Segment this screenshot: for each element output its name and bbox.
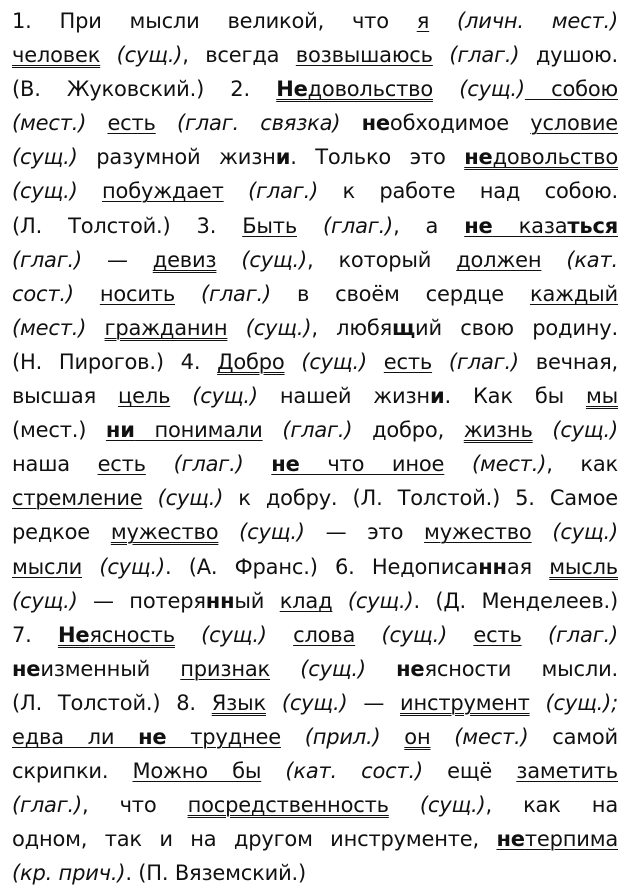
text-segment: [170, 384, 192, 408]
text-segment: мысли: [12, 554, 83, 579]
text-segment: (сущ.): [459, 77, 525, 102]
text-segment: (сущ.): [419, 793, 486, 818]
text-segment: клад: [279, 588, 333, 613]
text-segment: и: [275, 145, 291, 170]
text-segment: [332, 589, 347, 613]
text-segment: (Л. Толстой.) 3.: [12, 213, 243, 238]
text-segment: [447, 623, 473, 647]
text-segment: (глаг. связка): [176, 111, 341, 136]
text-segment: [367, 350, 384, 374]
text-segment: (Л. Толстой.) 8.: [12, 690, 212, 715]
text-line: [12, 38, 618, 72]
text-segment: каждый: [529, 281, 618, 306]
text-line: [12, 618, 618, 652]
text-segment: мысль: [549, 554, 618, 579]
text-segment: —: [82, 247, 153, 272]
text-segment: (сущ.): [347, 588, 414, 613]
text-segment: [82, 555, 99, 579]
text-segment: признак: [180, 656, 271, 681]
text-segment: [100, 43, 116, 67]
text-segment: (сущ.): [245, 315, 312, 340]
text-segment: к работе над собою.: [318, 179, 618, 204]
text-segment: (сущ.): [381, 622, 448, 647]
text-segment: [146, 452, 174, 476]
text-segment: . Как бы: [444, 384, 586, 409]
text-segment: . (А. Франс.) 6. Недописа: [164, 554, 479, 579]
text-segment: сост.): [12, 281, 74, 306]
text-line: [12, 243, 618, 277]
text-segment: есть: [97, 452, 146, 477]
text-segment: [224, 179, 248, 203]
text-segment: (сущ.);: [545, 690, 619, 715]
text-segment: должен: [456, 247, 542, 272]
text-segment: [261, 759, 285, 783]
text-segment: [218, 520, 239, 544]
text-segment: (кат.: [566, 247, 618, 272]
text-segment: [227, 316, 245, 340]
text-segment: посредственность: [187, 793, 389, 818]
document-text: [12, 4, 618, 890]
text-segment: ни: [105, 418, 135, 443]
text-segment: —: [347, 690, 400, 715]
text-segment: [433, 43, 449, 67]
text-segment: я: [416, 9, 430, 33]
text-segment: жизнь: [463, 418, 533, 443]
text-segment: , что: [82, 793, 188, 818]
text-segment: (сущ.): [12, 145, 78, 170]
text-line: [12, 140, 618, 174]
text-segment: [86, 316, 104, 340]
text-segment: [432, 350, 449, 374]
text-segment: (В. Жуковский.) 2.: [12, 77, 277, 102]
text-segment: (сущ.): [241, 247, 307, 272]
text-segment: (глаг.): [547, 622, 618, 647]
text-line: [12, 856, 618, 890]
text-segment: , как на: [485, 793, 618, 818]
text-segment: не: [271, 452, 300, 477]
text-segment: довольство: [307, 77, 434, 102]
text-segment: [444, 452, 472, 476]
text-line: [12, 379, 618, 413]
text-segment: (глаг.): [448, 349, 519, 374]
text-segment: (глаг.): [248, 179, 319, 204]
text-segment: девиз: [152, 247, 217, 272]
text-segment: [355, 623, 381, 647]
text-segment: душою.: [519, 43, 618, 68]
text-segment: [74, 282, 100, 306]
text-line: [12, 652, 618, 686]
text-segment: изменный: [40, 656, 181, 681]
text-segment: (сущ.): [157, 486, 224, 511]
text-segment: не: [138, 724, 167, 749]
text-segment: мужество: [424, 520, 532, 545]
text-segment: (кр. прич.): [12, 861, 126, 886]
text-segment: побуждает: [102, 179, 224, 204]
text-segment: ая: [506, 554, 550, 579]
text-segment: 1. При мысли великой, что: [12, 9, 417, 33]
text-segment: в своём сердце: [271, 281, 530, 306]
text-segment: ий свою родину.: [415, 315, 619, 340]
text-segment: [266, 691, 282, 715]
text-segment: (мест.): [12, 111, 87, 136]
text-segment: [216, 248, 241, 272]
text-segment: (Н. Пирогов.) 4.: [12, 349, 218, 374]
text-segment: не: [12, 656, 41, 681]
text-segment: гражданин: [104, 315, 228, 340]
text-segment: (глаг.): [173, 452, 244, 477]
text-line: [12, 515, 618, 549]
text-line: [12, 209, 618, 243]
text-segment: [530, 691, 546, 715]
text-segment: [533, 418, 553, 442]
text-segment: наша: [12, 452, 98, 477]
text-segment: (сущ.): [301, 349, 367, 374]
text-line: [12, 584, 618, 618]
text-segment: (сущ.): [192, 384, 258, 409]
text-line: [12, 311, 618, 345]
text-segment: едва ли: [12, 724, 139, 749]
text-segment: Можно бы: [132, 759, 262, 784]
text-segment: (сущ.): [281, 690, 348, 715]
text-segment: к добру. (Л. Толстой.) 5. Самое: [223, 486, 618, 511]
text-segment: (мест.): [12, 315, 87, 340]
text-line: [12, 277, 618, 311]
text-segment: и: [429, 384, 445, 409]
text-segment: что иное: [299, 452, 445, 477]
text-segment: , а: [393, 213, 465, 238]
text-segment: разумной жизн: [77, 145, 276, 170]
text-segment: ещё: [423, 759, 517, 784]
text-segment: , как: [546, 452, 618, 477]
text-segment: ясности мысли.: [424, 656, 618, 681]
text-segment: [285, 350, 302, 374]
text-segment: (сущ.): [201, 622, 267, 647]
text-segment: [532, 520, 553, 544]
text-segment: мужество: [110, 520, 219, 545]
text-segment: скрипки.: [12, 759, 133, 784]
text-segment: не: [464, 213, 493, 238]
text-segment: . (Д. Менделеев.): [413, 588, 618, 613]
text-line: [12, 72, 618, 106]
text-segment: (мест.): [12, 418, 106, 443]
text-segment: носить: [99, 281, 176, 306]
text-segment: (мест.): [454, 724, 529, 749]
text-segment: нн: [205, 588, 235, 613]
text-segment: одном, так и на другом инструменте,: [12, 827, 497, 852]
text-line: [12, 686, 618, 720]
text-segment: слова: [293, 622, 356, 647]
text-segment: Не: [276, 77, 308, 102]
text-segment: Добро: [217, 349, 285, 374]
text-segment: (глаг.): [323, 213, 394, 238]
text-segment: Быть: [242, 213, 297, 238]
text-segment: не: [396, 656, 425, 681]
text-segment: понимали: [134, 418, 263, 443]
text-segment: (кат. сост.): [285, 759, 423, 784]
text-segment: [381, 725, 405, 749]
text-segment: [297, 214, 323, 238]
text-segment: заметить: [516, 759, 618, 784]
text-segment: [340, 111, 361, 135]
text-line: [12, 106, 618, 140]
text-segment: — это: [304, 520, 425, 545]
text-segment: , который: [307, 247, 457, 272]
text-segment: [430, 725, 454, 749]
text-segment: добро,: [352, 418, 464, 443]
text-segment: (сущ.): [99, 554, 165, 579]
text-line: [12, 447, 618, 481]
text-segment: , любя: [311, 315, 393, 340]
text-segment: довольство: [492, 145, 618, 170]
text-segment: [244, 452, 272, 476]
text-segment: (сущ.): [12, 588, 78, 613]
text-segment: редкое: [12, 520, 111, 545]
text-segment: ться: [567, 213, 619, 238]
text-segment: условие: [530, 111, 619, 136]
text-segment: высшая: [12, 384, 119, 409]
text-segment: (глаг.): [12, 247, 83, 272]
text-segment: не: [464, 145, 493, 170]
text-segment: ый: [234, 588, 280, 613]
text-segment: [263, 418, 283, 442]
text-segment: человек: [12, 43, 101, 68]
text-segment: (сущ.): [552, 418, 618, 443]
text-segment: . Только это: [290, 145, 465, 170]
text-segment: щ: [392, 315, 416, 340]
text-segment: [389, 793, 420, 817]
text-segment: , всегда: [182, 43, 296, 68]
text-segment: [86, 111, 107, 135]
text-segment: [175, 623, 201, 647]
text-line: [12, 550, 618, 584]
text-segment: возвышаюсь: [295, 43, 433, 68]
text-segment: он: [404, 724, 431, 749]
text-segment: есть: [473, 622, 522, 647]
text-segment: стремление: [12, 486, 143, 511]
text-line: [12, 822, 618, 856]
text-segment: нашей жизн: [257, 384, 430, 409]
text-segment: (сущ.): [239, 520, 305, 545]
text-segment: [541, 248, 566, 272]
text-segment: (прил.): [304, 724, 381, 749]
text-segment: [522, 623, 548, 647]
text-segment: мы: [585, 384, 618, 409]
text-segment: (глаг.): [282, 418, 353, 443]
text-segment: есть: [107, 111, 156, 136]
text-segment: каза: [492, 213, 568, 238]
text-segment: терпима: [524, 827, 618, 852]
text-segment: — потеря: [77, 588, 206, 613]
text-segment: нн: [478, 554, 507, 579]
text-segment: [270, 657, 300, 681]
text-segment: [156, 111, 177, 135]
text-line: [12, 720, 618, 754]
text-segment: вечная,: [518, 349, 618, 374]
text-segment: самой: [528, 724, 618, 749]
text-segment: Не: [57, 622, 90, 647]
text-segment: [429, 9, 457, 33]
text-segment: [78, 179, 102, 203]
text-segment: инструмент: [400, 690, 530, 715]
text-segment: (глаг.): [12, 793, 83, 818]
text-segment: (мест.): [471, 452, 547, 477]
text-line: [12, 4, 618, 38]
text-segment: ясность: [89, 622, 175, 647]
text-segment: 7.: [12, 622, 58, 647]
text-segment: . (П. Вяземский.): [125, 861, 306, 886]
text-segment: (сущ.): [116, 43, 183, 68]
text-segment: [366, 657, 396, 681]
text-segment: [175, 282, 201, 306]
text-segment: [433, 77, 459, 101]
text-segment: есть: [383, 349, 433, 374]
text-segment: Язык: [211, 690, 266, 715]
text-segment: [143, 486, 158, 510]
text-line: [12, 481, 618, 515]
text-line: [12, 413, 618, 447]
text-segment: (личн. мест.): [457, 9, 618, 33]
text-segment: не: [361, 111, 390, 136]
text-segment: [281, 725, 305, 749]
text-line: [12, 788, 618, 822]
text-segment: (глаг.): [201, 281, 272, 306]
text-segment: собою: [524, 77, 618, 102]
text-line: [12, 754, 618, 788]
text-segment: труднее: [166, 724, 281, 749]
text-segment: (глаг.): [449, 43, 520, 68]
text-line: [12, 345, 618, 379]
text-line: [12, 174, 618, 208]
text-segment: (сущ.): [552, 520, 618, 545]
text-segment: [267, 623, 293, 647]
text-segment: не: [496, 827, 525, 852]
text-segment: цель: [118, 384, 171, 409]
text-segment: (сущ.): [12, 179, 78, 204]
text-segment: обходимое: [389, 111, 531, 136]
text-segment: (сущ.): [300, 656, 366, 681]
